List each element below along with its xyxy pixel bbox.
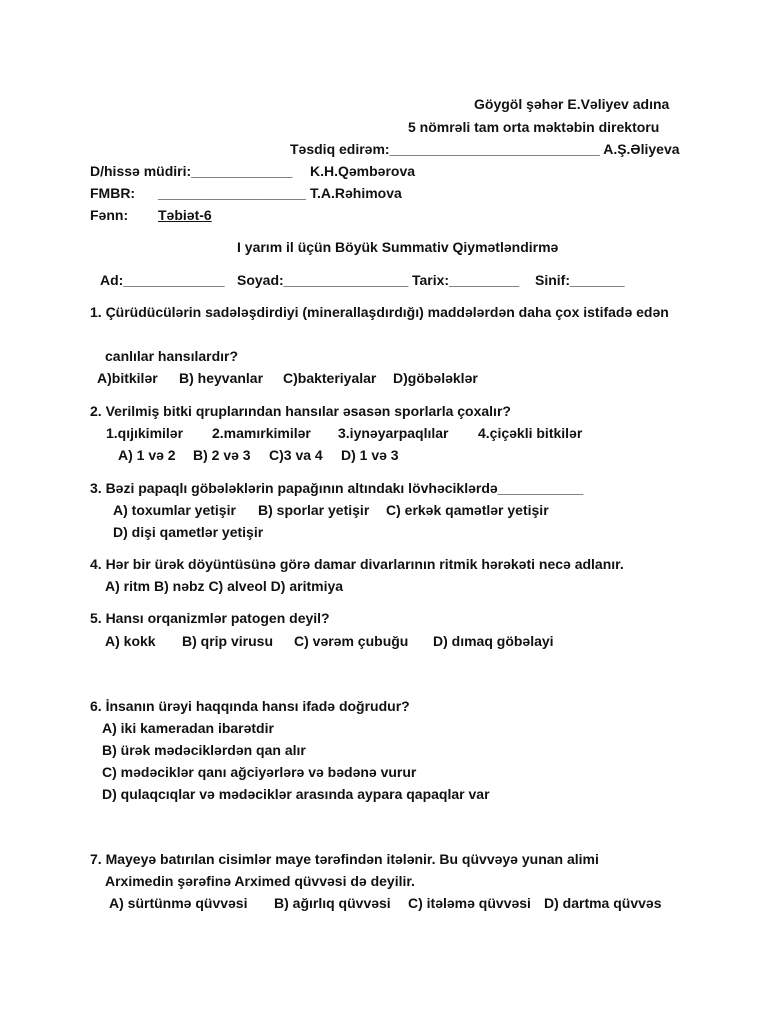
- fmbr-name: T.A.Rəhimova: [310, 185, 402, 201]
- school-line-2: 5 nömrəli tam orta məktəbin direktoru: [408, 119, 660, 135]
- q2-group-2: 2.mamırkimilər: [212, 425, 311, 441]
- q1-option-b: B) heyvanlar: [179, 370, 264, 386]
- q5-option-d: D) dımaq göbəlayi: [433, 633, 554, 649]
- q2-option-c: C)3 va 4: [269, 447, 323, 463]
- dept-label: D/hissə müdiri:_____________: [90, 163, 293, 179]
- q7-option-c: C) itələmə qüvvəsi: [408, 895, 531, 911]
- approve-label: Təsdiq edirəm:: [290, 141, 390, 157]
- class-field: Sinif:_______: [535, 272, 625, 288]
- question-6-text: 6. İnsanın ürəyi haqqında hansı ifadə doğrudur?: [90, 698, 410, 714]
- dept-name: K.H.Qəmbərova: [310, 163, 416, 179]
- q4-options: A) ritm B) nəbz C) alveol D) aritmiya: [105, 578, 344, 594]
- q3-option-a: A) toxumlar yetişir: [113, 502, 236, 518]
- date-field: Tarix:_________: [412, 272, 520, 288]
- q7-option-d: D) dartma qüvvəs: [544, 895, 662, 911]
- fmbr-blank: ___________________: [158, 185, 306, 201]
- dept-blank: _____________: [191, 163, 293, 179]
- q5-option-c: C) vərəm çubuğu: [294, 633, 409, 649]
- subject-value: Təbiət-6: [158, 207, 212, 223]
- approve-row: [290, 140, 680, 158]
- question-7-text: 7. Mayeyə batırılan cisimlər maye tərəfindən itələnir. Bu qüvvəyə yunan alimi: [90, 851, 599, 867]
- page-title: I yarım il üçün Böyük Summativ Qiymətləndirmə: [237, 239, 559, 255]
- fmbr-label: FMBR:: [90, 185, 136, 201]
- q2-group-4: 4.çiçəkli bitkilər: [478, 425, 583, 441]
- q1-option-c: C)bakteriyalar: [283, 370, 377, 386]
- q1-option-d: D)göbələklər: [393, 370, 478, 386]
- q2-option-d: D) 1 və 3: [341, 447, 399, 463]
- q5-option-a: A) kokk: [105, 633, 156, 649]
- q2-group-3: 3.iynəyarpaqlılar: [338, 425, 449, 441]
- q2-option-a: A) 1 və 2: [118, 447, 176, 463]
- director-name: A.Ş.Əliyeva: [603, 141, 680, 157]
- q2-option-b: B) 2 və 3: [193, 447, 251, 463]
- question-7-text-cont: Arximedin şərəfinə Arximed qüvvəsi də deyilir.: [105, 873, 415, 889]
- subject-label: Fənn:: [90, 207, 129, 223]
- question-1-text-cont: canlılar hansılardır?: [105, 348, 239, 364]
- name-field: Ad:_____________: [100, 272, 225, 288]
- q3-option-b: B) sporlar yetişir: [258, 502, 370, 518]
- q7-option-a: A) sürtünmə qüvvəsi: [109, 895, 248, 911]
- q7-option-b: B) ağırlıq qüvvəsi: [274, 895, 391, 911]
- q6-option-c: C) mədəciklər qanı ağciyərlərə və bədənə vurur: [102, 764, 417, 780]
- q1-option-a: A)bitkilər: [97, 370, 158, 386]
- question-4-text: 4. Hər bir ürək döyüntüsünə görə damar divarlarının ritmik hərəkəti necə adlanır.: [90, 556, 624, 572]
- q2-group-1: 1.qıjıkimilər: [106, 425, 184, 441]
- question-3-text: 3. Bəzi papaqlı göbələklərin papağının altındakı lövhəciklərdə___________: [90, 480, 584, 496]
- surname-field: Soyad:________________: [237, 272, 409, 288]
- approve-blank: ___________________________: [389, 141, 600, 157]
- q6-option-b: B) ürək mədəciklərdən qan alır: [102, 742, 306, 758]
- question-2-text: 2. Verilmiş bitki qruplarından hansılar əsasən sporlarla çoxalır?: [90, 403, 511, 419]
- q6-option-a: A) iki kameradan ibarətdir: [102, 720, 274, 736]
- q6-option-d: D) qulaqcıqlar və mədəciklər arasında aypara qapaqlar var: [102, 786, 490, 802]
- q3-option-c: C) erkək qamətlər yetişir: [386, 502, 549, 518]
- question-1-text: 1. Çürüdücülərin sadələşdirdiyi (minerallaşdırdığı) maddələrdən daha çox istifadə edən: [90, 304, 669, 320]
- q5-option-b: B) qrip virusu: [182, 633, 274, 649]
- question-5-text: 5. Hansı orqanizmlər patogen deyil?: [90, 610, 330, 626]
- school-line-1: Göygöl şəhər E.Vəliyev adına: [474, 96, 670, 112]
- q3-option-d: D) dişi qametlər yetişir: [113, 524, 264, 540]
